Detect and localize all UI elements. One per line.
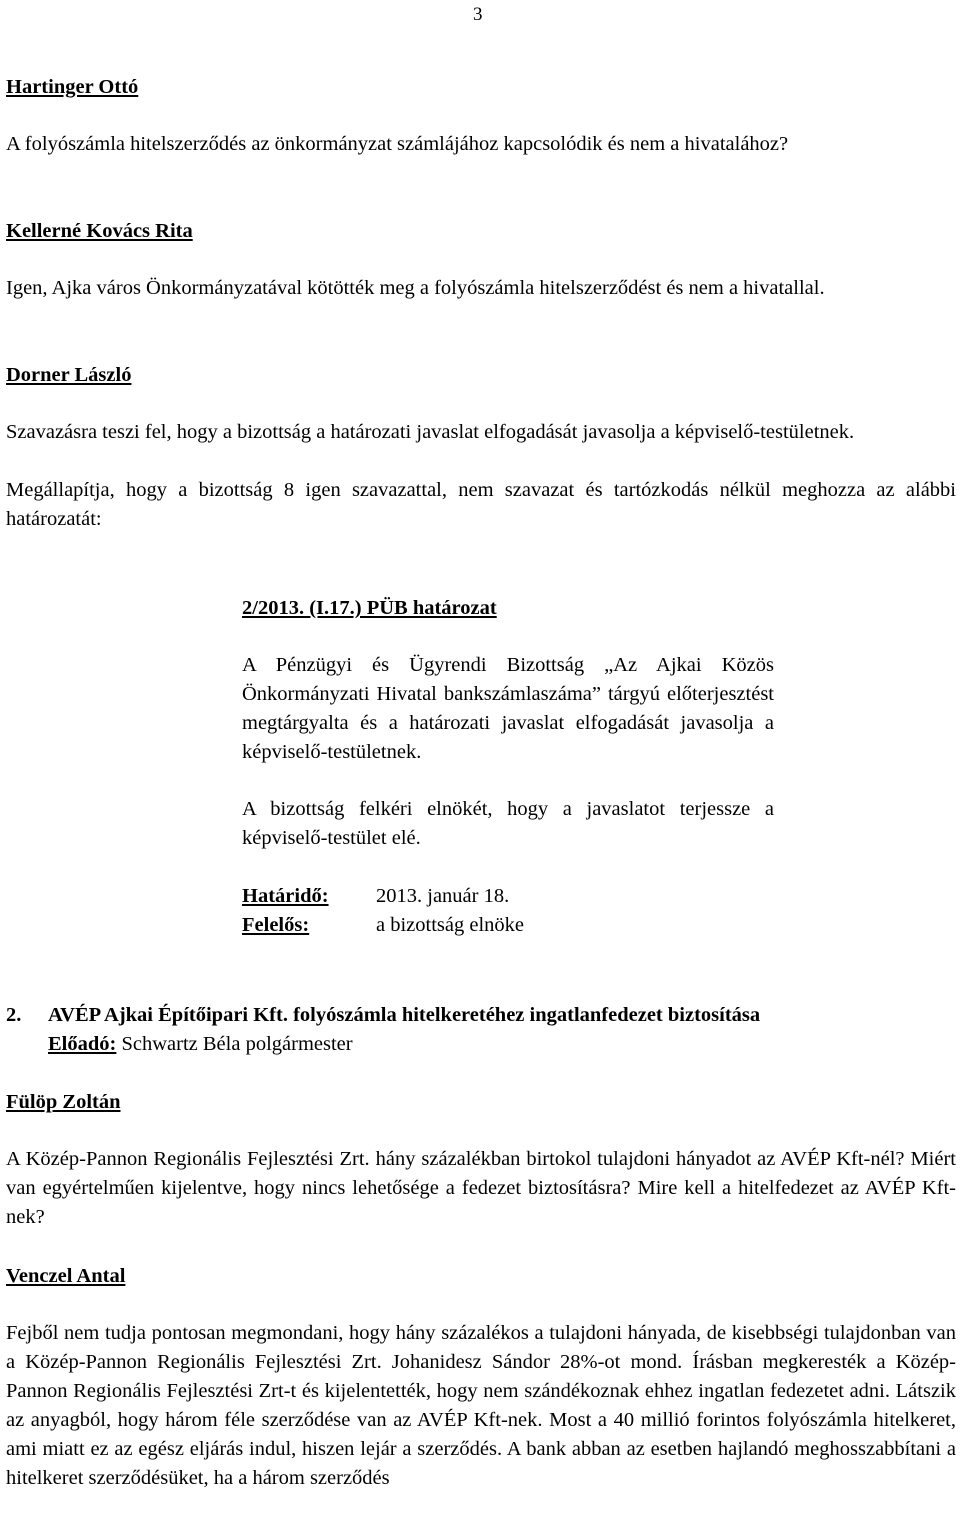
resolution-title: 2/2013. (I.17.) PÜB határozat — [242, 597, 497, 619]
presenter-label: Előadó: — [48, 1033, 117, 1055]
agenda-item — [6, 1001, 956, 1059]
agenda-title-row — [6, 1001, 956, 1030]
presenter-value: Schwartz Béla polgármester — [121, 1033, 353, 1055]
deadline-value: 2013. január 18. — [376, 885, 510, 907]
speaker-name: Hartinger Ottó — [6, 76, 139, 98]
page-number: 3 — [473, 4, 483, 25]
presenter-row — [6, 1030, 956, 1059]
speech-text-2: Megállapítja, hogy a bizottság 8 igen szavazattal, nem szavazat és tartózkodás nélkül meghozza az alábbi határozatát: — [6, 479, 956, 530]
speaker-name: Kellerné Kovács Rita — [6, 220, 193, 242]
entry-dorner — [6, 361, 956, 534]
agenda-title: AVÉP Ajkai Építőipari Kft. folyószámla hitelkeretéhez ingatlanfedezet biztosítása — [48, 1004, 761, 1026]
speaker-name: Fülöp Zoltán — [6, 1091, 121, 1113]
deadline-row — [242, 882, 774, 911]
speech-text: Fejből nem tudja pontosan megmondani, hogy hány százalékos a tulajdoni hányada, de kisebbségi tulajdonban van a Közép-Pannon Regionális Fejlesztési Zrt. Johanidesz Sándor 28%-ot mond. Írásban megkeresték a Közép-Pannon Regionális Fejlesztési Zrt-t és kijelentették, hogy nem szándékoznak ehhez ingatlan fedezetet adni. Látszik az anyagból, hogy három féle szerződése van az AVÉP Kft-nek. Most a 40 millió forintos folyószámla hitelkeret, ami miatt ez az egész eljárás indul, hiszen lejár a szerződés. A bank abban az esetben hajlandó meghosszabbítani a hitelkeret szerződésüket, ha a három szerződés — [6, 1322, 956, 1489]
responsible-label: Felelős: — [242, 914, 310, 936]
speaker-name: Dorner László — [6, 364, 132, 386]
entry-venczel — [6, 1262, 956, 1493]
entry-hartinger — [6, 73, 956, 159]
entry-kellerne — [6, 217, 956, 303]
speech-text: A folyószámla hitelszerződés az önkormányzat számlájához kapcsolódik és nem a hivatalához? — [6, 133, 789, 155]
responsible-row — [242, 911, 774, 940]
resolution-text: A Pénzügyi és Ügyrendi Bizottság „Az Ajkai Közös Önkormányzati Hivatal bankszámlaszáma” tárgyú előterjesztést megtárgyalta és a határozati javaslat elfogadását javasolja a képviselő-testületnek. — [242, 654, 774, 763]
speech-text: A Közép-Pannon Regionális Fejlesztési Zrt. hány százalékban birtokol tulajdoni hányadot az AVÉP Kft-nél? Miért van egyértelműen kijelentve, hogy nincs lehetősége a fedezet biztosításra? Mire kell a hitelfedezet az AVÉP Kft-nek? — [6, 1148, 956, 1228]
resolution-request: A bizottság felkéri elnökét, hogy a javaslatot terjessze a képviselő-testület elé. — [242, 798, 774, 849]
speech-text: Szavazásra teszi fel, hogy a bizottság a határozati javaslat elfogadását javasolja a képviselő-testületnek. — [6, 421, 855, 443]
speech-text: Igen, Ajka város Önkormányzatával kötötték meg a folyószámla hitelszerződést és nem a hivatallal. — [6, 277, 825, 299]
resolution-block — [242, 594, 774, 940]
responsible-value: a bizottság elnöke — [376, 914, 525, 936]
deadline-label: Határidő: — [242, 885, 329, 907]
agenda-number: 2. — [6, 1004, 22, 1026]
entry-fulop — [6, 1088, 956, 1232]
speaker-name: Venczel Antal — [6, 1265, 126, 1287]
